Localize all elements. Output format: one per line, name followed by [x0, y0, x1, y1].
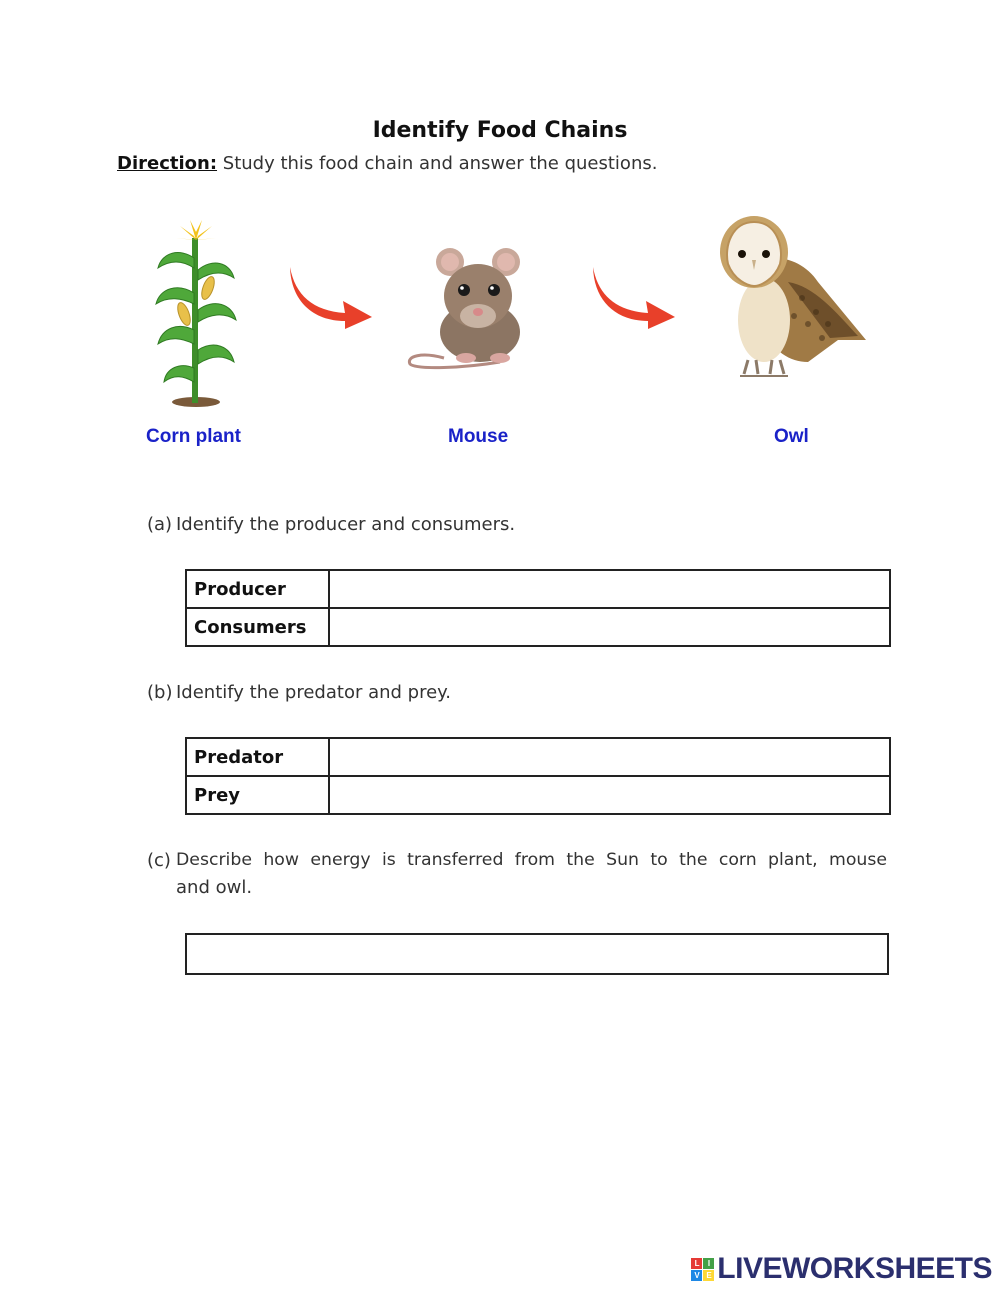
- arrow-right-icon: [287, 265, 375, 331]
- predator-label: Predator: [186, 738, 329, 776]
- question-c: [147, 850, 887, 898]
- table-row: [186, 738, 890, 776]
- question-a-number: (a): [147, 514, 173, 535]
- prey-answer-field[interactable]: [329, 776, 890, 814]
- logo-blocks-icon: L I V E: [691, 1258, 714, 1281]
- question-c-number: (c): [147, 850, 171, 871]
- question-b-number: (b): [147, 682, 173, 703]
- liveworksheets-logo: [691, 1252, 992, 1286]
- producer-answer-field[interactable]: [329, 570, 890, 608]
- question-b: [147, 682, 451, 703]
- consumers-answer-field[interactable]: [329, 608, 890, 646]
- question-a: [147, 514, 515, 535]
- direction-line: [117, 153, 657, 174]
- energy-transfer-answer-field[interactable]: [185, 933, 889, 975]
- predator-answer-field[interactable]: [329, 738, 890, 776]
- predator-prey-table: [185, 737, 891, 815]
- owl-image: [718, 212, 868, 384]
- table-row: [186, 608, 890, 646]
- producer-consumer-table: [185, 569, 891, 647]
- question-c-text-line1: Describe how energy is transferred from the Sun to the corn plant, mouse: [176, 850, 887, 870]
- question-b-text: Identify the predator and prey.: [176, 682, 451, 703]
- table-row: [186, 570, 890, 608]
- consumers-label: Consumers: [186, 608, 329, 646]
- question-c-text-line2: and owl.: [176, 877, 253, 898]
- arrow-right-icon: [590, 265, 678, 331]
- direction-label: Direction:: [117, 153, 218, 174]
- table-row: [186, 776, 890, 814]
- corn-plant-image: [150, 218, 242, 408]
- chain-label-mouse: Mouse: [448, 426, 509, 447]
- page-title: Identify Food Chains: [372, 118, 628, 143]
- chain-label-corn-plant: Corn plant: [146, 426, 241, 447]
- brand-name: LIVEWORKSHEETS: [717, 1252, 992, 1285]
- prey-label: Prey: [186, 776, 329, 814]
- mouse-image: [404, 240, 536, 372]
- producer-label: Producer: [186, 570, 329, 608]
- chain-label-owl: Owl: [774, 426, 809, 447]
- question-a-text: Identify the producer and consumers.: [176, 514, 516, 535]
- direction-text: Study this food chain and answer the questions.: [222, 153, 658, 174]
